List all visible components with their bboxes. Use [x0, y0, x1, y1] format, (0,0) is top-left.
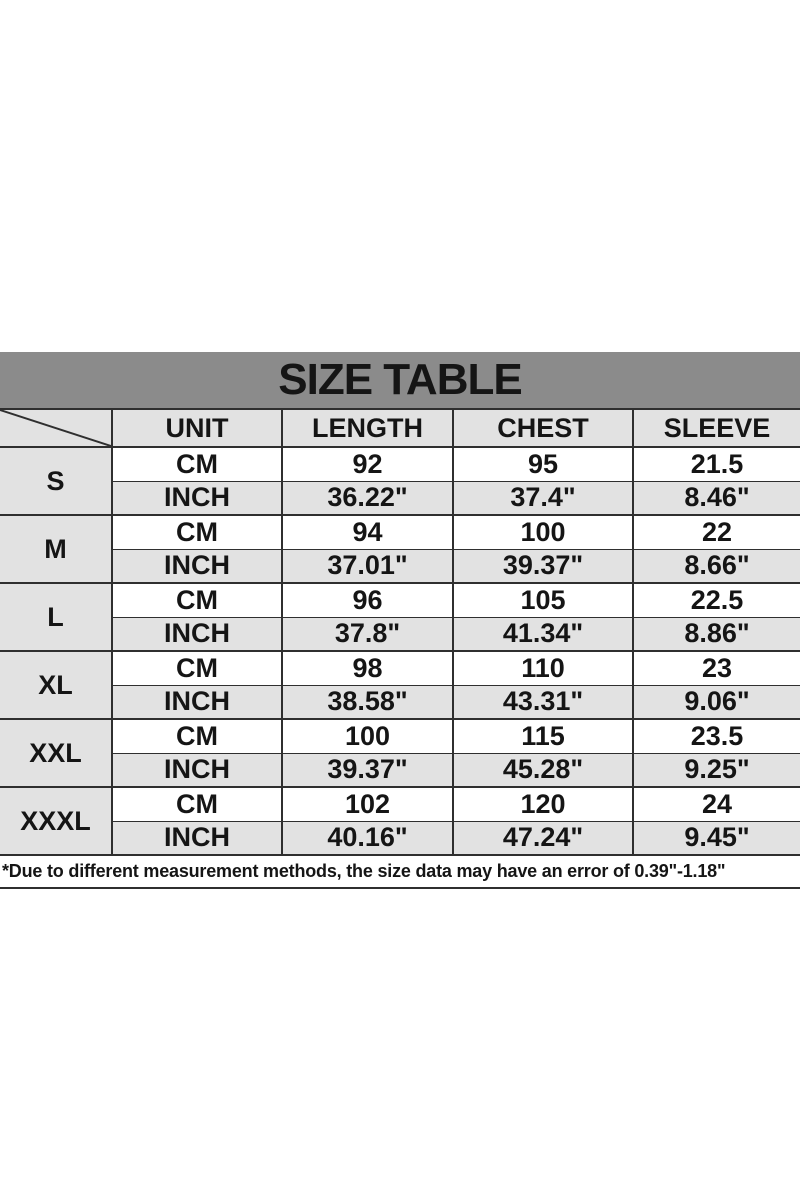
length-value-cell: 36.22" — [282, 481, 453, 515]
size-label: S — [0, 447, 112, 515]
chest-value-cell: 37.4" — [453, 481, 633, 515]
unit-cell: INCH — [112, 617, 282, 651]
diagonal-header-cell — [0, 409, 112, 447]
length-value-cell: 38.58" — [282, 685, 453, 719]
length-value-cell: 96 — [282, 583, 453, 617]
table-row — [0, 787, 800, 821]
header-row — [0, 409, 800, 447]
table-row — [0, 617, 800, 651]
sleeve-value-cell: 23 — [633, 651, 800, 685]
sleeve-value-cell: 9.25" — [633, 753, 800, 787]
table-row — [0, 719, 800, 753]
size-table-block — [0, 352, 800, 889]
size-label: XXXL — [0, 787, 112, 855]
sleeve-value-cell: 22.5 — [633, 583, 800, 617]
length-value-cell: 94 — [282, 515, 453, 549]
length-value-cell: 37.01" — [282, 549, 453, 583]
length-value-cell: 39.37" — [282, 753, 453, 787]
chest-value-cell: 47.24" — [453, 821, 633, 855]
sleeve-value-cell: 9.45" — [633, 821, 800, 855]
unit-cell: INCH — [112, 685, 282, 719]
unit-cell: INCH — [112, 753, 282, 787]
table-row — [0, 685, 800, 719]
chest-value-cell: 100 — [453, 515, 633, 549]
unit-cell: INCH — [112, 549, 282, 583]
table-row — [0, 447, 800, 481]
chest-value-cell: 105 — [453, 583, 633, 617]
table-row — [0, 549, 800, 583]
sleeve-value-cell: 24 — [633, 787, 800, 821]
diagonal-line-icon — [0, 410, 111, 446]
column-header-unit: UNIT — [112, 409, 282, 447]
table-row — [0, 753, 800, 787]
chest-value-cell: 115 — [453, 719, 633, 753]
length-value-cell: 40.16" — [282, 821, 453, 855]
sleeve-value-cell: 23.5 — [633, 719, 800, 753]
column-header-sleeve: SLEEVE — [633, 409, 800, 447]
unit-cell: CM — [112, 787, 282, 821]
chest-value-cell: 95 — [453, 447, 633, 481]
chest-value-cell: 110 — [453, 651, 633, 685]
unit-cell: CM — [112, 515, 282, 549]
table-row — [0, 821, 800, 855]
size-table — [0, 408, 800, 856]
sleeve-value-cell: 22 — [633, 515, 800, 549]
table-row — [0, 651, 800, 685]
sleeve-value-cell: 21.5 — [633, 447, 800, 481]
size-table-title: SIZE TABLE — [0, 352, 800, 408]
sleeve-value-cell: 8.66" — [633, 549, 800, 583]
sleeve-value-cell: 8.46" — [633, 481, 800, 515]
measurement-disclaimer: *Due to different measurement methods, the size data may have an error of 0.39"-1.18" — [0, 856, 800, 889]
size-label: M — [0, 515, 112, 583]
length-value-cell: 102 — [282, 787, 453, 821]
table-row — [0, 481, 800, 515]
chest-value-cell: 120 — [453, 787, 633, 821]
unit-cell: CM — [112, 583, 282, 617]
chest-value-cell: 43.31" — [453, 685, 633, 719]
table-row — [0, 515, 800, 549]
unit-cell: INCH — [112, 821, 282, 855]
chest-value-cell: 39.37" — [453, 549, 633, 583]
column-header-chest: CHEST — [453, 409, 633, 447]
length-value-cell: 37.8" — [282, 617, 453, 651]
length-value-cell: 98 — [282, 651, 453, 685]
unit-cell: CM — [112, 651, 282, 685]
size-label: L — [0, 583, 112, 651]
length-value-cell: 100 — [282, 719, 453, 753]
unit-cell: INCH — [112, 481, 282, 515]
unit-cell: CM — [112, 719, 282, 753]
length-value-cell: 92 — [282, 447, 453, 481]
size-label: XXL — [0, 719, 112, 787]
sleeve-value-cell: 9.06" — [633, 685, 800, 719]
column-header-length: LENGTH — [282, 409, 453, 447]
sleeve-value-cell: 8.86" — [633, 617, 800, 651]
unit-cell: CM — [112, 447, 282, 481]
table-row — [0, 583, 800, 617]
chest-value-cell: 41.34" — [453, 617, 633, 651]
size-label: XL — [0, 651, 112, 719]
chest-value-cell: 45.28" — [453, 753, 633, 787]
